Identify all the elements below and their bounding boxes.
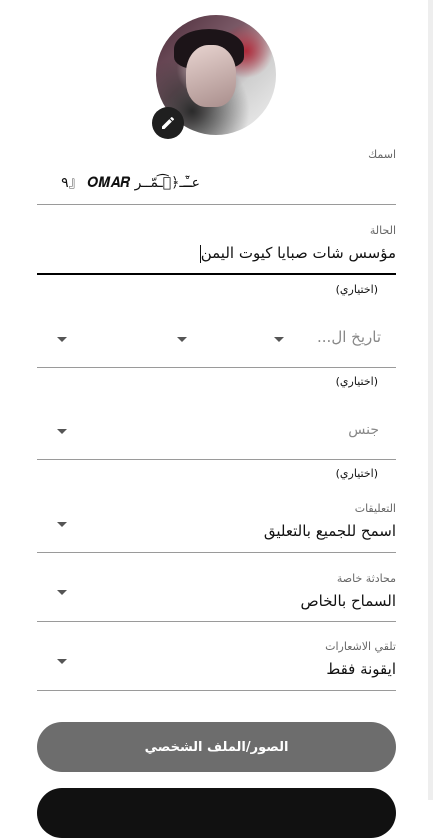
private-chat-value: السماح بالخاص xyxy=(300,592,396,610)
chevron-down-icon[interactable] xyxy=(177,337,187,342)
birthdate-optional: (اختياري) xyxy=(335,283,378,296)
gender-placeholder: جنس xyxy=(348,422,379,438)
name-underline xyxy=(37,204,396,205)
status-field[interactable] xyxy=(37,224,396,274)
name-value: عـ٘ٓـ﴿ٱ͡ـمّــر 𝑶𝑴𝑨𝑹 『٩ xyxy=(61,175,200,191)
birthdate-selectors xyxy=(37,318,396,358)
name-field[interactable] xyxy=(37,148,396,204)
edit-avatar-button[interactable] xyxy=(152,107,184,139)
birthdate-placeholder[interactable]: تاريخ ال... xyxy=(317,328,381,346)
comments-label: التعليقات xyxy=(354,502,396,515)
status-value: مؤسس شات صبايا كيوت اليمن xyxy=(200,244,396,262)
pencil-icon xyxy=(160,115,176,131)
chevron-down-icon[interactable] xyxy=(274,337,284,342)
private-chat-label: محادثة خاصة xyxy=(336,572,396,585)
scrollbar[interactable] xyxy=(428,0,433,800)
notifications-select[interactable] xyxy=(37,640,396,684)
gender-select[interactable] xyxy=(37,416,396,448)
birthdate-underline xyxy=(37,367,396,368)
photos-profile-button[interactable]: الصور/الملف الشخصي xyxy=(37,722,396,772)
gender-optional-after: (اختياري) xyxy=(335,467,378,480)
status-underline xyxy=(37,273,396,275)
notifications-label: تلقي الاشعارات xyxy=(325,640,396,653)
gender-optional: (اختياري) xyxy=(335,375,378,388)
chevron-down-icon[interactable] xyxy=(57,337,67,342)
chevron-down-icon xyxy=(57,429,67,434)
comments-value: اسمح للجميع بالتعليق xyxy=(263,522,396,540)
status-label: الحالة xyxy=(369,224,396,237)
save-button[interactable] xyxy=(37,788,396,838)
chevron-down-icon xyxy=(57,659,67,664)
avatar-face xyxy=(186,45,236,107)
notifications-underline xyxy=(37,690,396,691)
notifications-value: ايقونة فقط xyxy=(326,660,396,678)
gender-underline xyxy=(37,459,396,460)
comments-underline xyxy=(37,552,396,553)
chevron-down-icon xyxy=(57,522,67,527)
private-chat-underline xyxy=(37,621,396,622)
comments-select[interactable] xyxy=(37,502,396,546)
chevron-down-icon xyxy=(57,590,67,595)
name-label: اسمك xyxy=(368,148,396,161)
private-chat-select[interactable] xyxy=(37,572,396,616)
